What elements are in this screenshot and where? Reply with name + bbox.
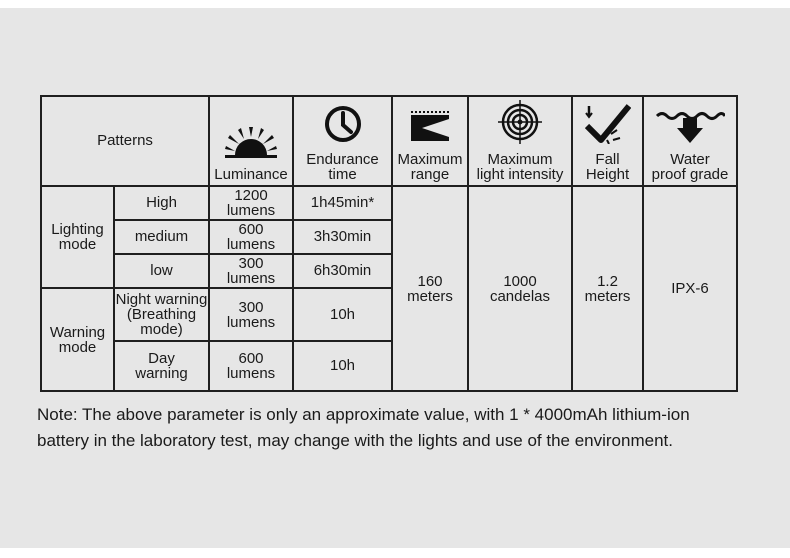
luminance-unit: lumens [226,202,276,219]
water-header [643,96,737,186]
range-unit: meters [407,287,453,305]
bottom-border-band [0,548,790,558]
clock-icon [323,98,363,144]
spec-table [40,95,738,392]
group-warning-line1: Warning [49,323,106,341]
group-warning-line2: mode [58,338,97,356]
group-lighting-line1: Lighting [51,221,104,238]
water-drop-arrow-icon [655,98,725,144]
luminance-header [209,96,293,186]
luminance-cell [209,254,293,288]
fall-value: 1.2 [597,272,618,290]
footnote [37,402,757,454]
intensity-header-line1: Maximum [487,151,553,168]
intensity-unit: candelas [489,287,551,305]
range-header-line2: range [410,166,450,183]
top-border-band [0,0,790,8]
luminance-cell [209,288,293,341]
luminance-value: 1200 [234,187,268,204]
luminance-cell [209,220,293,254]
endurance-cell [293,288,392,341]
pattern-label-line1: Night warning [115,291,208,308]
water-value-cell [643,186,737,391]
fall-value-cell [572,186,643,391]
pattern-cell [114,288,209,341]
range-value: 160 [417,272,443,290]
footnote-line1: Note: The above parameter is only an approximate value, with 1 * 4000mAh lithium-ion [37,405,690,424]
luminance-unit: lumens [226,313,276,331]
luminance-cell [209,186,293,220]
endurance-header-line1: Endurance [306,151,379,168]
table-row [41,186,737,220]
target-icon [498,98,542,144]
intensity-header [468,96,572,186]
range-header [392,96,468,186]
endurance-cell [293,254,392,288]
pattern-cell [114,220,209,254]
luminance-value: 600 [238,350,264,367]
fall-header [572,96,643,186]
endurance-value: 1h45min* [310,194,375,211]
sun-icon [225,113,277,159]
intensity-header-line2: light intensity [476,166,564,183]
fall-check-icon [585,98,631,144]
luminance-unit: lumens [226,236,276,253]
patterns-header [41,96,209,186]
group-warning-mode [41,288,114,391]
endurance-value: 6h30min [313,262,372,279]
fall-header-line1: Fall [595,151,620,168]
patterns-header-label: Patterns [97,132,153,149]
group-lighting-line2: mode [58,236,97,253]
fall-header-line2: Height [585,166,630,183]
pattern-label: High [146,194,177,211]
water-value: IPX-6 [671,279,709,297]
endurance-header [293,96,392,186]
pattern-label-line2: (Breathing mode) [126,306,197,338]
pattern-cell [114,186,209,220]
luminance-value: 300 [238,255,264,272]
pattern-label: low [150,262,173,279]
endurance-value: 10h [329,305,356,323]
pattern-label: medium [134,228,189,245]
luminance-value: 600 [238,221,264,238]
water-header-line2: proof grade [651,166,729,183]
luminance-cell [209,341,293,391]
fall-unit: meters [584,287,631,305]
endurance-cell [293,220,392,254]
water-header-line1: Water [670,151,710,168]
endurance-value: 10h [329,357,356,374]
luminance-unit: lumens [226,270,276,287]
range-header-line1: Maximum [397,151,463,168]
pattern-label-line2: warning [135,365,188,382]
footnote-line2: battery in the laboratory test, may change with the lights and use of the environment. [37,431,673,450]
endurance-cell [293,341,392,391]
pattern-cell [114,341,209,391]
intensity-value-cell [468,186,572,391]
group-lighting-mode [41,186,114,288]
endurance-cell [293,186,392,220]
endurance-header-line2: time [328,166,357,183]
endurance-value: 3h30min [313,228,372,245]
luminance-value: 300 [238,298,264,316]
luminance-header-label: Luminance [214,166,288,183]
luminance-unit: lumens [226,365,276,382]
intensity-value: 1000 [503,272,537,290]
header-row [41,96,737,186]
pattern-cell [114,254,209,288]
range-value-cell [392,186,468,391]
beam-range-icon [410,98,450,144]
pattern-label-line1: Day [148,350,175,367]
